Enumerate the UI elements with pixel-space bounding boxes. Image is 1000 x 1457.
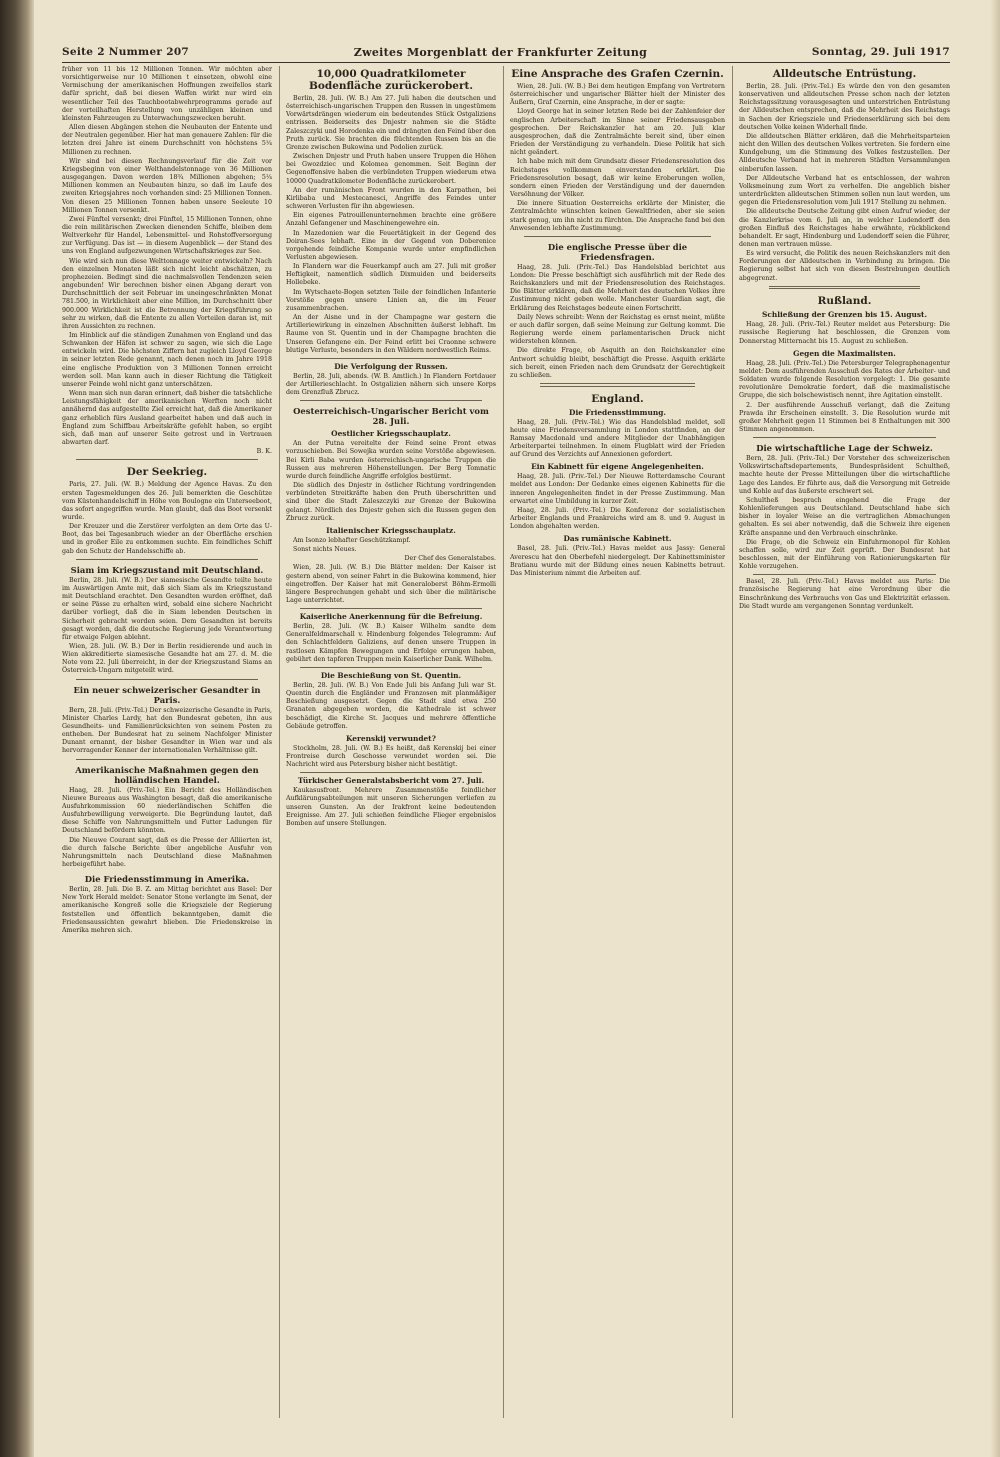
book-binding <box>0 0 34 1457</box>
article-paragraph: Bern, 28. Juli. (Priv.-Tel.) Der schweizerische Gesandte in Paris, Minister Charles Lardy, hat den Bundesrat gebeten, ihn aus Gesundheits- und Familienrücksichten von seinem Posten zu entheben. Der Bundesrat hat zu seinem Nachfolger Minister Dunant ernannt, der bisher Gesandter in Wien war und als hervorragender Kenner der internationalen Verhältnisse gilt. <box>62 706 272 755</box>
article-paragraph: Haag, 28. Juli. (Priv.-Tel.) Das Handelsblad berichtet aus London: Die Presse beschäftigt sich ausführlich mit der Rede des Reichskanzlers und mit der Friedensresolution des Reichstages. Die Blätter erklären, daß die Mehrheit des deutschen Volkes ihre Zustimmung nicht geben wolle. Manchester Guardian sagt, die Erklärung des Reichstages bedeute einen Fortschritt. <box>510 263 725 312</box>
report-signature: Der Chef des Generalstabes. <box>404 555 496 563</box>
subhead-schliessung-grenzen: Schließung der Grenzen bis 15. August. <box>761 310 928 320</box>
headline-siam: Siam im Kriegszustand mit Deutschland. <box>70 564 264 575</box>
section-rule <box>76 679 258 680</box>
article-paragraph: Berlin, 28. Juli. (W. B.) Kaiser Wilhelm sandte dem Generalfeldmarschall v. Hindenburg folgendes Telegramm: Auf den Schlachtfeldern Galiziens, auf denen unsere Truppen in rastlosen Kämpfen Bewegungen und Erfolge errungen haben, gebührt den tapferen Truppen mein Kaiserlicher Dank. Wilhelm. <box>286 623 496 663</box>
section-rule <box>753 437 936 438</box>
headline-seekrieg: Der Seekrieg. <box>126 466 208 479</box>
subhead-italienischer-kriegsschauplatz: Italienischer Kriegsschauplatz. <box>326 525 456 535</box>
article-paragraph: Die innere Situation Oesterreichs erklärte der Minister, die Zentralmächte wünschten keinen Gewaltfrieden, aber sie seien stark genug, um ihn nicht zu fürchten. Die Ansprache fand bei den Anwesenden lebhafte Zustimmung. <box>510 200 725 232</box>
section-rule <box>300 608 482 609</box>
subhead-friedensstimmung: Die Friedensstimmung. <box>569 407 666 417</box>
headline-quadratkilometer: 10,000 Quadratkilometer Bodenfläche zurückerobert. <box>308 68 474 92</box>
article-paragraph: Im Wytschaete-Bogen setzten Teile der feindlichen Infanterie Vorstöße gegen unsere Linien an, die im Feuer zusammenbrachen. <box>286 288 496 312</box>
article-paragraph: Haag, 28. Juli. (Priv.-Tel.) Der Nieuwe Rotterdamsche Courant meldet aus London: Der Gedanke eines eigenen Kabinetts für die inneren Angelegenheiten findet in der Presse Zustimmung. Man erwartet eine Umbildung in kurzer Zeit. <box>510 473 725 505</box>
headline-schweizer-gesandter: Ein neuer schweizerischer Gesandter in Paris. <box>73 684 261 705</box>
article-paragraph: Die alldeutsche Deutsche Zeitung gibt einen Aufruf wieder, der die Kanzlerkrise vom 6. Juli an, in welcher Ludendorff den großen Einfluß des Reichstages habe erwähnte, rückblickend behandelt. Er sagt, Hindenburg und Ludendorff seien die Führer, denen man vertrauen müsse. <box>739 208 950 248</box>
headline-oesterreichischer-bericht: Oesterreichisch-Ungarischer Bericht vom 28. Juli. <box>293 406 489 427</box>
section-rule <box>300 667 482 668</box>
subhead-kabinett: Ein Kabinett für eigene Angelegenheiten. <box>531 462 704 472</box>
article-paragraph: Die Frage, ob die Schweiz ein Einfuhrmonopol für Kohlen schaffen solle, wird zur Zeit geprüft. Der Bundesrat hat beschlossen, mit der Einführung von Rationierungskarten für Kohle vorzugehen. <box>739 538 950 571</box>
article-paragraph: Am Isonzo lebhafter Geschützkampf. <box>293 536 411 544</box>
article-paragraph: Schultheß besprach eingehend die Frage der Kohlenlieferungen aus Deutschland. Deutschland habe sich bisher in loyaler Weise an die vertraglichen Abmachungen gehalten. Es sei aber notwendig, daß die Schweiz ihre eigenen Kräfte anspanne und den Verbrauch einschränke. <box>739 496 950 537</box>
newspaper-title: Zweites Morgenblatt der Frankfurter Zeitung <box>353 45 648 59</box>
article-paragraph: Lloyd George hat in seiner letzten Rede bei der Zahlenfeier der englischen Arbeiterschaft im Sinne seiner Friedensausgaben gesprochen. Der Reichskanzler hat am 20. Juli klar ausgesprochen, daß die Zentralmächte bereit sind, über einen Frieden der Verständigung zu verhandeln. Diese Politik hat sich nicht geändert. <box>510 108 725 157</box>
column-3 <box>510 66 725 1418</box>
headline-czernin: Eine Ansprache des Grafen Czernin. <box>511 68 724 80</box>
headline-alldeutsche-entruestung: Alldeutsche Entrüstung. <box>772 68 917 80</box>
article-paragraph: Ich habe mich mit dem Grundsatz dieser Friedensresolution des Reichstages vollkommen einverstanden erklärt. Die Friedensresolution besagt, daß wir keine Eroberungen wollen, sondern einen Frieden der Verständigung und der dauernden Versöhnung der Völker. <box>510 158 725 199</box>
headline-wirtschaftliche-lage-schweiz: Die wirtschaftliche Lage der Schweiz. <box>756 443 933 454</box>
headline-tuerkischer-bericht: Türkischer Generalstabsbericht vom 27. Juli. <box>297 776 485 786</box>
article-paragraph: Es wird versucht, die Politik des neuen Reichskanzlers mit den Forderungen der Alldeutschen in Verbindung zu bringen. Die Regierung selbst hat sich von diesen Bestrebungen deutlich abgegrenzt. <box>739 250 950 282</box>
article-paragraph: An der Putna vereitelte der Feind seine Front etwas vorzuschieben. Bei Sowejka wurden seine Vorstöße abgewiesen. Bei Kirli Baba wurden österreichisch-ungarische Truppen die Russen aus mehreren Höhenstellungen. Der Berg Tomnatic wurde durch feindliche Angriffe erfolglos bestürmt. <box>286 440 496 480</box>
page-number: Seite 2 Nummer 207 <box>62 46 190 58</box>
article-paragraph: Paris, 27. Juli. (W. B.) Meldung der Agence Havas. Zu den ersten Tagesmeldungen des 26. Juli bemerkten die Geschütze vom Küstenhandelschiff in Höhe von Boulogne ein Unterseeboot, das sofort angegriffen wurde. Man glaubt, daß das Boot versenkt wurde. <box>62 481 272 521</box>
article-paragraph: Berlin, 28. Juli. (W. B.) Der siamesische Gesandte teilte heute im Auswärtigen Amte mit, daß sich Siam als im Kriegszustand mit Deutschland erachtet. Den Gesandten wurden eröffnet, daß er seine Pässe zu erhalten wird, sobald eine sichere Nachricht darüber vorliegt, daß die in Siam lebenden Deutschen in Sicherheit gebracht worden seien. Dem Gesandten ist bereits gesagt worden, daß die deutsche Regierung jede Verantwortung für etwaige Folgen ablehnt. <box>62 576 272 641</box>
section-rule <box>76 559 258 560</box>
masthead <box>62 44 950 60</box>
article-paragraph: Wien, 28. Juli. (W. B.) Der in Berlin residierende und auch in Wien akkreditierte siamesische Gesandte hat am 27. d. M. die Note vom 22. Juli überreicht, in der der Kriegszustand Siams an Österreich-Ungarn mitgeteilt wird. <box>62 643 272 675</box>
article-paragraph: In Mazedonien war die Feuertätigkeit in der Gegend des Doiran-Sees lebhaft. Eine in der Gegend von Doberenice vorgehende feindliche Kompanie wurde unter empfindlichen Verlusten abgewiesen. <box>286 229 496 261</box>
article-paragraph: Ein eigenes Patrouillenunternehmen brachte eine größere Anzahl Gefangener und Maschinengewehre ein. <box>286 212 496 228</box>
article-paragraph: Die alldeutschen Blätter erklären, daß die Mehrheitsparteien nicht den Willen des deutschen Volkes vertreten. Sie fordern eine Kundgebung, um die Stimmung des Volkes festzustellen. Der Alldeutsche Verband hat in mehreren Städten Versammlungen einberufen lassen. <box>739 132 950 173</box>
article-paragraph: Allen diesen Abgängen stehen die Neubauten der Entente und der Neutralen gegenüber. Hier hat man genauere Zahlen: für die letzten drei Jahre ist einem Durchschnitt von höchstens 5¼ Millionen zu rechnen. <box>62 124 272 156</box>
article-paragraph: An der rumänischen Front wurden in den Karpathen, bei Kirlibaba und Mestecanesci, Angriffe des Feindes unter schweren Verlusten für ihn abgewiesen. <box>286 186 496 211</box>
article-paragraph: Die direkte Frage, ob Asquith an den Reichskanzler eine Antwort schuldig bleibt, beschäftigt die Presse. Asquith erklärte sich bereit, einen Frieden nach dem Grundsatz der Gerechtigkeit zu schließen. <box>510 347 725 379</box>
article-paragraph: Wenn man sich nun daran erinnert, daß bisher die tatsächliche Leistungsfähigkeit der amerikanischen Werften noch nicht annähernd das aufgestellte Ziel erreicht hat, daß die Amerikaner ganz erheblich fürs Ausland gearbeitet haben und daß auch in England zum Schiffbau Arbeitskräfte gefehlt haben, so ergibt sich, daß man auf unserer Seite getrost und in Vertrauen abwarten darf. <box>62 390 272 447</box>
article-paragraph: Wie wird sich nun diese Welttonnage weiter entwickeln? Nach den einzelnen Monaten läßt sich nicht leicht abschätzen, zu prophezeien. Bedingt sind die nachmalsvollen Tendenzen seien angebunden! Wir berechnen bisher einen Abgang derart von Durchschnittlich der seit Februar im uneingeschränkten Monat 781.500, in Wirklichkeit aber eine Million, im Durchschnitt über 900.000 Wirklichkeit ist die Betrennung der Kriegsführung so sehr zu wirken, daß die Entente zu allen Vorteilen daran ist, mit ihren Aussichten zu rechnen. <box>62 257 272 330</box>
article-paragraph: Daily News schreibt: Wenn der Reichstag es ernst meint, müßte er auch dafür sorgen, daß seine Meinung zur Geltung kommt. Die Regierung werde einem parlamentarischen Druck nicht widerstehen können. <box>510 313 725 346</box>
subhead-maximalisten: Gegen die Maximalisten. <box>793 348 896 358</box>
headline-russland: Rußland. <box>817 295 872 308</box>
headline-beschiessung-st-quentin: Die Beschießung von St. Quentin. <box>320 670 462 680</box>
article-paragraph: Die Nieuwe Courant sagt, daß es die Presse der Alliierten ist, die durch falsche Berichte über angebliche Ausfuhr von Nahrungsmitteln nach Deutschland diese Maßnahmen herbeigeführt habe. <box>62 836 272 868</box>
column-separator <box>503 66 504 1418</box>
article-paragraph: Berlin, 28. Juli. (W. B.) Von Ende Juli bis Anfang Juli war St. Quentin durch die Engländer und Franzosen mit planmäßiger Beschießung ausgesetzt. Gegen die Stadt sind etwa 250 Granaten abgegeben worden, die Kathedrale ist schwer beschädigt, die Kirche St. Jacques und mehrere öffentliche Gebäude getroffen. <box>286 681 496 730</box>
section-rule <box>76 459 258 460</box>
article-paragraph: Im Hinblick auf die ständigen Zunahmen von England und das Schwanken der Häfen ist schwer zu sagen, wie sich die Lage entwickeln wird. Die höchsten Ziffern hat zugleich Lloyd George in seiner letzten Rede genannt, nach denen noch im Jahre 1918 eine englische Produktion von 3 Millionen Tonnen erreicht werden soll. Man kann auch in dieser Richtung die Tätigkeit unserer Feinde wohl nicht ganz unterschätzen. <box>62 332 272 388</box>
article-paragraph: Haag, 28. Juli. (Priv.-Tel.) Die Konferenz der sozialistischen Arbeiter Englands und Frankreichs wird am 8. und 9. August in London abgehalten werden. <box>510 506 725 531</box>
page-edge <box>990 0 1000 1457</box>
article-paragraph: Berlin, 28. Juli. (Priv.-Tel.) Es würde den von den gesamten konservativen und alldeutschen Presse schon nach der letzten Reichstagssitzung vorausgesagten und unterstrichen Entrüstung der Alldeutschen entsprechen, daß die Mehrheit des Reichstags in Sachen der Kriegsziele und Friedenserklärung sich bei dem deutschen Volke keinen Widerhall finde. <box>739 83 950 131</box>
article-paragraph: An der Aisne und in der Champagne war gestern die Artilleriewirkung in einzelnen Abschnitten äußerst lebhaft. Im Raume von St. Quentin und in der Champagne brachten die Unseren Gefangene ein. Der Feind erlitt bei Craonne schwere blutige Verluste, besonders in den Wäldern nordwestlich Reims. <box>286 314 496 354</box>
article-paragraph: Haag, 28. Juli. (Priv.-Tel.) Wie das Handelsblad meldet, soll heute eine Friedensversammlung in London stattfinden, an der Ramsay Macdonald und andere Mitglieder der Unabhängigen Arbeiterpartei teilnehmen. In einem Flugblatt wird der Frieden auf Grund des Verzichts auf Annexionen gefordert. <box>510 418 725 459</box>
section-rule <box>300 772 482 773</box>
section-rule <box>524 236 711 237</box>
article-paragraph: Berlin, 28. Juli. Die B. Z. am Mittag berichtet aus Basel: Der New York Herald meldet: Senator Stone verlangte im Senat, der amerikanische Kongreß solle die Kriegsziele der Regierung feststellen und öffentlich bekanntgeben, damit die Friedensaussichten gewahrt blieben. Die Friedenskreise in Amerika mehren sich. <box>62 886 272 934</box>
column-4 <box>739 66 950 1418</box>
column-separator <box>732 66 733 1418</box>
author-signature: B. K. <box>256 448 272 456</box>
article-paragraph: In Flandern war die Feuerkampf auch am 27. Juli mit großer Heftigkeit, namentlich südlich Dixmuiden und beiderseits Hollebeke. <box>286 263 496 287</box>
article-paragraph: Wien, 28. Juli. (W. B.) Die Blätter melden: Der Kaiser ist gestern abend, von seiner Fahrt in die Bukowina kommend, hier eingetroffen. Der Kaiser hat mit Generaloberst Böhm-Ermolli längere Besprechungen gehabt und sich über die militärische Lage unterrichtet. <box>286 564 496 604</box>
article-paragraph: Haag, 28. Juli. (Priv.-Tel.) Ein Bericht des Holländischen Nieuwe Bureaus aus Washington besagt, daß die amerikanische Ausfuhrkommission 60 niederländischen Schiffen die Ausfuhrbewilligung verweigerte. Die Begründung lautet, daß diese Schiffe von Nahrungsmitteln und Futter Ladungen für Deutschland befördern könnten. <box>62 786 272 835</box>
column-1 <box>62 66 272 1418</box>
article-paragraph: Haag, 28. Juli. (Priv.-Tel.) Reuter meldet aus Petersburg: Die russische Regierung hat beschlossen, die Grenzen vom Donnerstag Mitternacht bis 15. August zu schließen. <box>739 321 950 345</box>
headline-england: England. <box>591 392 644 405</box>
article-paragraph: Stockholm, 28. Juli. (W. B.) Es heißt, daß Kerenskij bei einer Frontreise durch Geschosse verwundet worden sei. Die Nachricht wird aus Petersburg bisher nicht bestätigt. <box>286 744 496 769</box>
issue-date: Sonntag, 29. Juli 1917 <box>811 46 950 58</box>
column-separator <box>279 66 280 1418</box>
article-paragraph: Berlin, 28. Juli. (W. B.) Am 27. Juli haben die deutschen und österreichisch-ungarischen Truppen den Russen in ungestümem Vorwärtsdrängen wiederum ein bedeutendes Stück Ostgaliziens entrissen. Beiderseits des Dnjestr nahmen sie die Städte Zaleszczyki und Horodenka ein und drängten den Feind über den Pruth zurück. Sie brachten die flüchtenden Russen bis an die Grenze zwischen Bukowina und Podolien zurück. <box>286 95 496 151</box>
article-paragraph: Zwei Fünftel versenkt; drei Fünftel, 15 Millionen Tonnen, ohne die rein militärischen Zwecken dienenden Schiffe, bleiben dem Weltverkehr für Handel, Lebensmittel- und Rohstoffversorgung zur Verfügung. Das ist — in diesem Augenblick — der Stand des uns von England aufgezwungenen Wirtschaftskrieges zur See. <box>62 215 272 256</box>
article-paragraph: Kaukasusfront. Mehrere Zusammenstöße feindlicher Aufklärungsabteilungen mit unseren Sicherungen verliefen zu unseren Gunsten. An der Irakfront keine bedeutenden Ereignisse. Am 27. Juli schießen feindliche Flieger ergebnislos Bomben auf unsere Stellungen. <box>286 787 496 827</box>
headline-friedensstimmung-amerika: Die Friedensstimmung in Amerika. <box>84 874 250 885</box>
article-paragraph: Sonst nichts Neues. <box>293 546 357 554</box>
article-paragraph: Die südlich des Dnjestr in östlicher Richtung vordringenden verbündeten Streitkräfte haben den Pruth überschritten und sind über die Stadt Zaleszczyki zur Grenze der Bukowina gelangt. Nördlich des Dnjestr gehen sich die Russen gegen den Zbrucz zurück. <box>286 482 496 522</box>
section-rule <box>753 574 936 575</box>
subhead-oestlicher-kriegsschauplatz: Oestlicher Kriegsschauplatz. <box>331 429 451 439</box>
headline-englische-presse: Die englische Presse über die Friedensfragen. <box>547 241 688 262</box>
headline-kerenskij: Kerenskij verwundet? <box>346 733 436 743</box>
headline-verfolgung: Die Verfolgung der Russen. <box>334 361 448 371</box>
subhead-rumaenisches-kabinett: Das rumänische Kabinett. <box>563 534 672 544</box>
article-paragraph: Zwischen Dnjestr und Pruth haben unsere Truppen die Höhen bei Gwozdziec und Kolomea genommen. Seit Beginn der Gegenoffensive haben die verbündeten Truppen wiederum etwa 10000 Quadratkilometer Bodenfläche zurückerobert. <box>286 153 496 185</box>
article-paragraph: früher von 11 bis 12 Millionen Tonnen. Wir möchten aber vorsichtigerweise nur 10 Millionen t einsetzen, obwohl eine Vermischung der amerikanischen Hoffnungen zweifellos stark dafür spricht, daß bei diesen Waffen wirkt nur wird ein wesentlicher Teil des Tauchbootabwehrprogramms gerade auf der vorteilhaften Herstellung von unzähligen kleinen und kleinsten Fahrzeugen zu Unterwachungszwecken beruht. <box>62 66 272 122</box>
article-paragraph: Wir sind bei diesen Rechnungsverlauf für die Zeit vor Kriegsbeginn von einer Welthandelstonnage von 36 Millionen ausgegangen. Davon werden 18¾ Millionen abgehen; 5¼ Millionen kommen an Neubauten hinzu, so daß im Laufe des zweiten Kriegsjahres noch vorhanden sind: 25 Millionen Tonnen. Von diesen 25 Millionen Tonnen haben unsere Seeleute 10 Millionen Tonnen versenkt. <box>62 157 272 214</box>
section-rule <box>300 358 482 359</box>
masthead-rule <box>62 62 950 63</box>
article-paragraph: Wien, 28. Juli. (W. B.) Bei dem heutigen Empfang von Vertretern österreichischer und ungarischer Blätter hielt der Minister des Äußern, Graf Czernin, eine Ansprache, in der er sagte: <box>510 83 725 107</box>
article-paragraph: Basel, 28. Juli. (Priv.-Tel.) Havas meldet aus Paris: Die französische Regierung hat eine Verordnung über die Einschränkung des Verbrauchs von Gas und Elektrizität erlassen. Die Stadt wurde am vergangenen Sonntag verdunkelt. <box>739 578 950 610</box>
section-double-rule <box>540 383 695 387</box>
article-paragraph: Der Alldeutsche Verband hat es entschlossen, der wahren Volksmeinung zum Wort zu verhelfen. Die angeblich bisher unterdrückten alldeutschen Stimmen sollen nun laut werden, um gegen die Friedensresolution vom Juli 1917 Stellung zu nehmen. <box>739 174 950 207</box>
article-paragraph: Bern, 28. Juli. (Priv.-Tel.) Der Vorsteher des schweizerischen Volkswirtschaftsdepartements, Bundespräsident Schultheß, machte heute der Presse Mitteilungen über die wirtschaftliche Lage des Landes. Er führte aus, daß die Versorgung mit Getreide und Kohle auf das äußerste erschwert sei. <box>739 455 950 495</box>
article-paragraph: Basel, 28. Juli. (Priv.-Tel.) Havas meldet aus Jassy: General Averescu hat den Oberbefehl niedergelegt. Der Kabinettsminister Bratianu wurde mit der Bildung eines neuen Kabinetts betraut. Das Ministerium nimmt die Arbeiten auf. <box>510 545 725 577</box>
column-2 <box>286 66 496 1418</box>
article-paragraph: Haag, 28. Juli. (Priv.-Tel.) Die Petersburger Telegraphenagentur meldet: Dem ausführenden Ausschuß des Rates der Arbeiter- und Soldaten wurde folgende Resolution vorgelegt: 1. Die gesamte revolutionäre Demokratie fordert, daß die maximalistische Gruppe, die sich bolschewistisch nennt, ihre Agitation einstellt. <box>739 359 950 400</box>
headline-amerikanische-massnahmen: Amerikanische Maßnahmen gegen den holländischen Handel. <box>75 764 259 785</box>
section-rule <box>76 759 258 760</box>
headline-kaiserliche-anerkennung: Kaiserliche Anerkennung für die Befreiung. <box>299 612 483 622</box>
section-double-rule <box>769 286 920 290</box>
article-paragraph: 2. Der ausführende Ausschuß verlangt, daß die Zeitung Prawda ihr Erscheinen einstellt. 3. Die Resolution wurde mit großer Mehrheit gegen 11 Stimmen bei 8 Enthaltungen mit 300 Stimmen angenommen. <box>739 401 950 433</box>
article-paragraph: Der Kreuzer und die Zerstörer verfolgten an dem Orte das U-Boot, das bei Tagesanbruch wieder an der Oberfläche erschien und in großer Eile zu entkommen suchte. Ein feindliches Schiff gab den Schutz der Handelsschiffe ab. <box>62 523 272 555</box>
section-rule <box>300 400 482 401</box>
article-paragraph: Berlin, 28. Juli, abends. (W. B. Amtlich.) In Flandern Fortdauer der Artillerieschlacht. In Ostgalizien nähern sich unsere Korps dem Grenzfluß Zbrucz. <box>286 372 496 397</box>
